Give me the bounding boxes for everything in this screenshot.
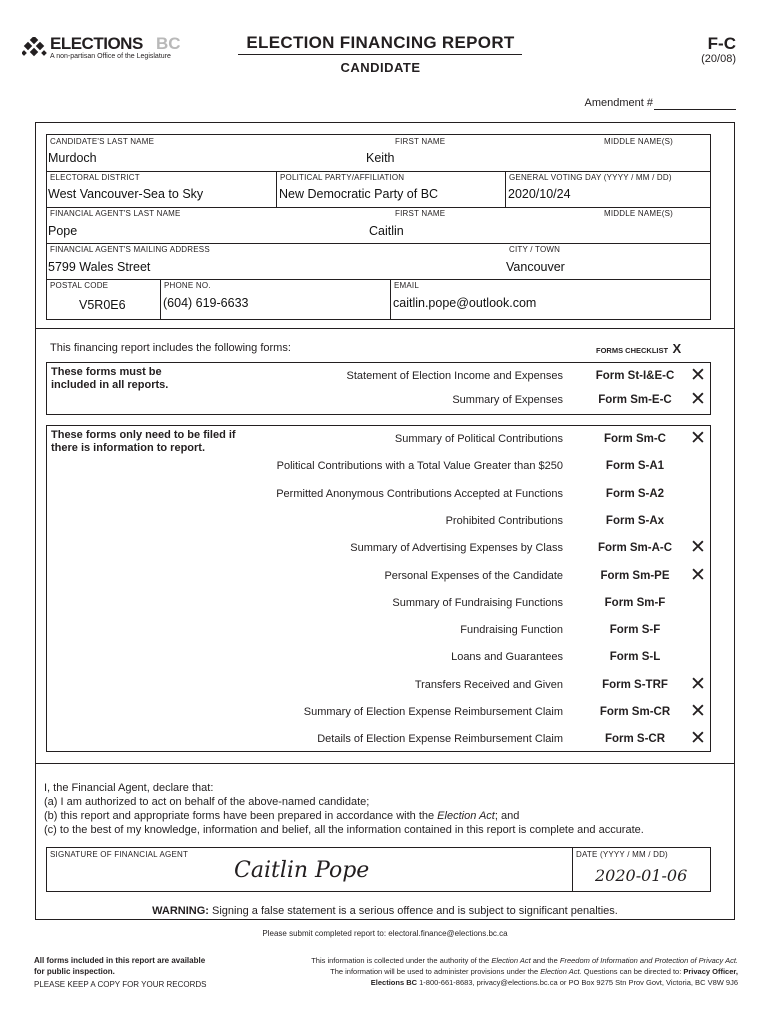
privacy-line-1 — [230, 955, 738, 966]
keep-copy-note: PLEASE KEEP A COPY FOR YOUR RECORDS — [34, 980, 207, 989]
agent-city-label: CITY / TOWN — [509, 245, 561, 254]
warning-text: Signing a false statement is a serious offence and is subject to significant penalties. — [212, 905, 618, 917]
form-code: Form S-A2 — [605, 487, 665, 500]
email-field[interactable]: caitlin.pope@outlook.com — [393, 296, 537, 310]
electoral-district-label: ELECTORAL DISTRICT — [50, 173, 140, 182]
signature-field[interactable]: Caitlin Pope — [234, 858, 370, 883]
declaration-line-4: (c) to the best of my knowledge, information and belief, all the information contained in this report is complete and accurate. — [44, 824, 644, 836]
privacy-text: The information will be used to administer provisions under the — [330, 967, 541, 976]
warning — [35, 905, 735, 917]
form-checkbox[interactable]: ✕ — [690, 701, 706, 722]
logo — [22, 34, 197, 64]
candidate-first-name-label: FIRST NAME — [395, 137, 446, 146]
privacy-text: Questions can be directed to: — [581, 967, 684, 976]
form-description: Summary of Advertising Expenses by Class — [350, 542, 563, 555]
declaration-line-1: I, the Financial Agent, declare that: — [44, 782, 214, 794]
declaration-line-2: (a) I am authorized to act on behalf of the above-named candidate; — [44, 796, 370, 808]
form-description: Details of Election Expense Reimbursement Claim — [317, 733, 563, 746]
declaration — [44, 781, 644, 837]
postal-code-field[interactable]: V5R0E6 — [79, 298, 126, 312]
form-checkbox[interactable]: ✕ — [690, 537, 706, 559]
form-description: Statement of Election Income and Expenses — [346, 370, 563, 382]
candidate-last-name-field[interactable]: Murdoch — [48, 151, 97, 165]
form-code: Form Sm-E-C — [598, 394, 672, 406]
candidate-first-name-field[interactable]: Keith — [366, 151, 395, 165]
form-id: F-C — [707, 34, 736, 53]
form-description: Loans and Guarantees — [451, 651, 563, 664]
warning-label: WARNING: — [152, 905, 209, 917]
checklist-mark: X — [672, 341, 682, 356]
grid-row-line — [46, 207, 711, 208]
privacy-act-1: Election Act — [491, 956, 531, 965]
privacy-text: This information is collected under the authority of the — [311, 956, 492, 965]
form-description: Political Contributions with a Total Value Greater than $250 — [276, 460, 563, 473]
agent-middle-name-label: MIDDLE NAME(S) — [604, 209, 674, 218]
optional-forms-note: These forms only need to be filed if there is information to report. — [51, 429, 236, 454]
privacy-line-3 — [230, 977, 738, 988]
date-label: DATE (YYYY / MM / DD) — [576, 850, 668, 859]
form-code: Form Sm-F — [604, 596, 666, 609]
signature-divider — [572, 847, 573, 892]
checklist-label-text: FORMS CHECKLIST — [596, 346, 669, 355]
form-description: Summary of Fundraising Functions — [392, 596, 563, 609]
grid-col-line — [160, 279, 161, 320]
phone-field[interactable]: (604) 619-6633 — [163, 296, 249, 310]
declaration-line-3-text: (b) this report and appropriate forms have been prepared in accordance with the — [44, 810, 438, 822]
form-description: Prohibited Contributions — [445, 514, 563, 527]
form-description: Personal Expenses of the Candidate — [384, 569, 563, 582]
grid-col-line — [390, 279, 391, 320]
privacy-act-3: Election Act. — [540, 967, 582, 976]
phone-label: PHONE NO. — [164, 281, 211, 290]
form-code: Form Sm-C — [604, 433, 666, 445]
form-checkbox[interactable]: ✕ — [690, 564, 706, 586]
form-code: Form St-I&E-C — [595, 370, 675, 382]
logo-brand: ELECTIONS — [50, 34, 143, 53]
form-checkbox[interactable]: ✕ — [690, 428, 706, 449]
voting-day-label: GENERAL VOTING DAY (YYYY / MM / DD) — [509, 173, 672, 182]
section-divider — [35, 328, 735, 329]
form-code: Form S-TRF — [602, 678, 668, 691]
form-description: Fundraising Function — [460, 624, 563, 637]
public-inspection-note — [34, 955, 205, 977]
party-label: POLITICAL PARTY/AFFILIATION — [280, 173, 405, 182]
form-description: Transfers Received and Given — [414, 678, 563, 691]
logo-mark-icon — [22, 37, 48, 59]
submit-instructions: Please submit completed report to: electoral.finance@elections.bc.ca — [262, 929, 508, 938]
candidate-last-name-label: CANDIDATE'S LAST NAME — [50, 137, 155, 146]
report-subtitle: CANDIDATE — [340, 60, 421, 75]
public-line-2: for public inspection. — [34, 967, 115, 976]
form-checkbox[interactable]: ✕ — [690, 673, 706, 695]
form-code: Form S-L — [609, 651, 661, 664]
logo-tagline: A non-partisan Office of the Legislature — [50, 53, 171, 60]
form-code: Form Sm-PE — [600, 569, 670, 582]
form-code: Form S-F — [609, 624, 661, 637]
agent-address-label: FINANCIAL AGENT'S MAILING ADDRESS — [50, 245, 210, 254]
form-description: Summary of Expenses — [452, 394, 563, 406]
form-description: Summary of Election Expense Reimbursement Claim — [303, 706, 563, 718]
privacy-line-2 — [230, 966, 738, 977]
agent-address-field[interactable]: 5799 Wales Street — [48, 260, 151, 274]
email-label: EMAIL — [394, 281, 420, 290]
grid-row-line — [46, 279, 711, 280]
privacy-contact: 1-800-661-8683, privacy@elections.bc.ca or PO Box 9275 Stn Prov Govt, Victoria, BC V8W 9J6 — [417, 978, 738, 987]
party-field[interactable]: New Democratic Party of BC — [279, 187, 439, 201]
form-code: Form S-A1 — [605, 460, 665, 473]
grid-row-line — [46, 243, 711, 244]
form-checkbox[interactable]: ✕ — [690, 728, 706, 750]
agent-first-name-field[interactable]: Caitlin — [369, 224, 404, 238]
optional-forms-box — [46, 425, 711, 752]
required-forms-note: These forms must be included in all reports. — [51, 366, 169, 391]
report-title: ELECTION FINANCING REPORT — [246, 33, 515, 52]
declaration-act-name: Election Act — [437, 810, 495, 822]
form-checkbox[interactable]: ✕ — [690, 389, 706, 410]
form-code: Form S-Ax — [605, 514, 665, 527]
grid-col-line — [276, 171, 277, 207]
signature-label: SIGNATURE OF FINANCIAL AGENT — [50, 850, 189, 859]
form-description: Permitted Anonymous Contributions Accepted at Functions — [276, 487, 563, 500]
electoral-district-field[interactable]: West Vancouver-Sea to Sky — [48, 187, 204, 201]
voting-day-field[interactable]: 2020/10/24 — [508, 187, 571, 201]
declaration-line-3 — [44, 809, 644, 823]
privacy-notice — [230, 955, 738, 988]
form-code: Form Sm-A-C — [597, 542, 673, 555]
candidate-middle-name-label: MIDDLE NAME(S) — [604, 137, 674, 146]
logo-suffix: BC — [156, 34, 181, 53]
postal-code-label: POSTAL CODE — [50, 281, 109, 290]
amendment-label: Amendment # — [584, 97, 653, 109]
privacy-text: and the — [530, 956, 560, 965]
title-underline — [238, 54, 522, 55]
section-divider — [35, 763, 735, 764]
form-description: Summary of Political Contributions — [394, 433, 563, 445]
date-field[interactable]: 2020-01-06 — [595, 866, 688, 885]
forms-checklist-label — [596, 340, 681, 358]
grid-col-line — [505, 171, 506, 207]
form-code: Form S-CR — [604, 733, 666, 746]
public-line-1: All forms included in this report are available — [34, 956, 206, 965]
form-checkbox[interactable]: ✕ — [690, 365, 706, 386]
amendment-field[interactable] — [654, 109, 736, 110]
form-version: (20/08) — [701, 53, 736, 65]
forms-intro: This financing report includes the following forms: — [50, 342, 291, 354]
agent-last-name-label: FINANCIAL AGENT'S LAST NAME — [50, 209, 181, 218]
elections-bc-name: Elections BC — [370, 978, 418, 987]
privacy-act-2: Freedom of Information and Protection of Privacy Act. — [559, 956, 738, 965]
grid-row-line — [46, 171, 711, 172]
agent-first-name-label: FIRST NAME — [395, 209, 446, 218]
privacy-officer: Privacy Officer, — [683, 967, 738, 976]
agent-city-field[interactable]: Vancouver — [506, 260, 565, 274]
agent-last-name-field[interactable]: Pope — [48, 224, 78, 238]
declaration-line-3-end: ; and — [494, 810, 520, 822]
form-code: Form Sm-CR — [599, 706, 671, 718]
